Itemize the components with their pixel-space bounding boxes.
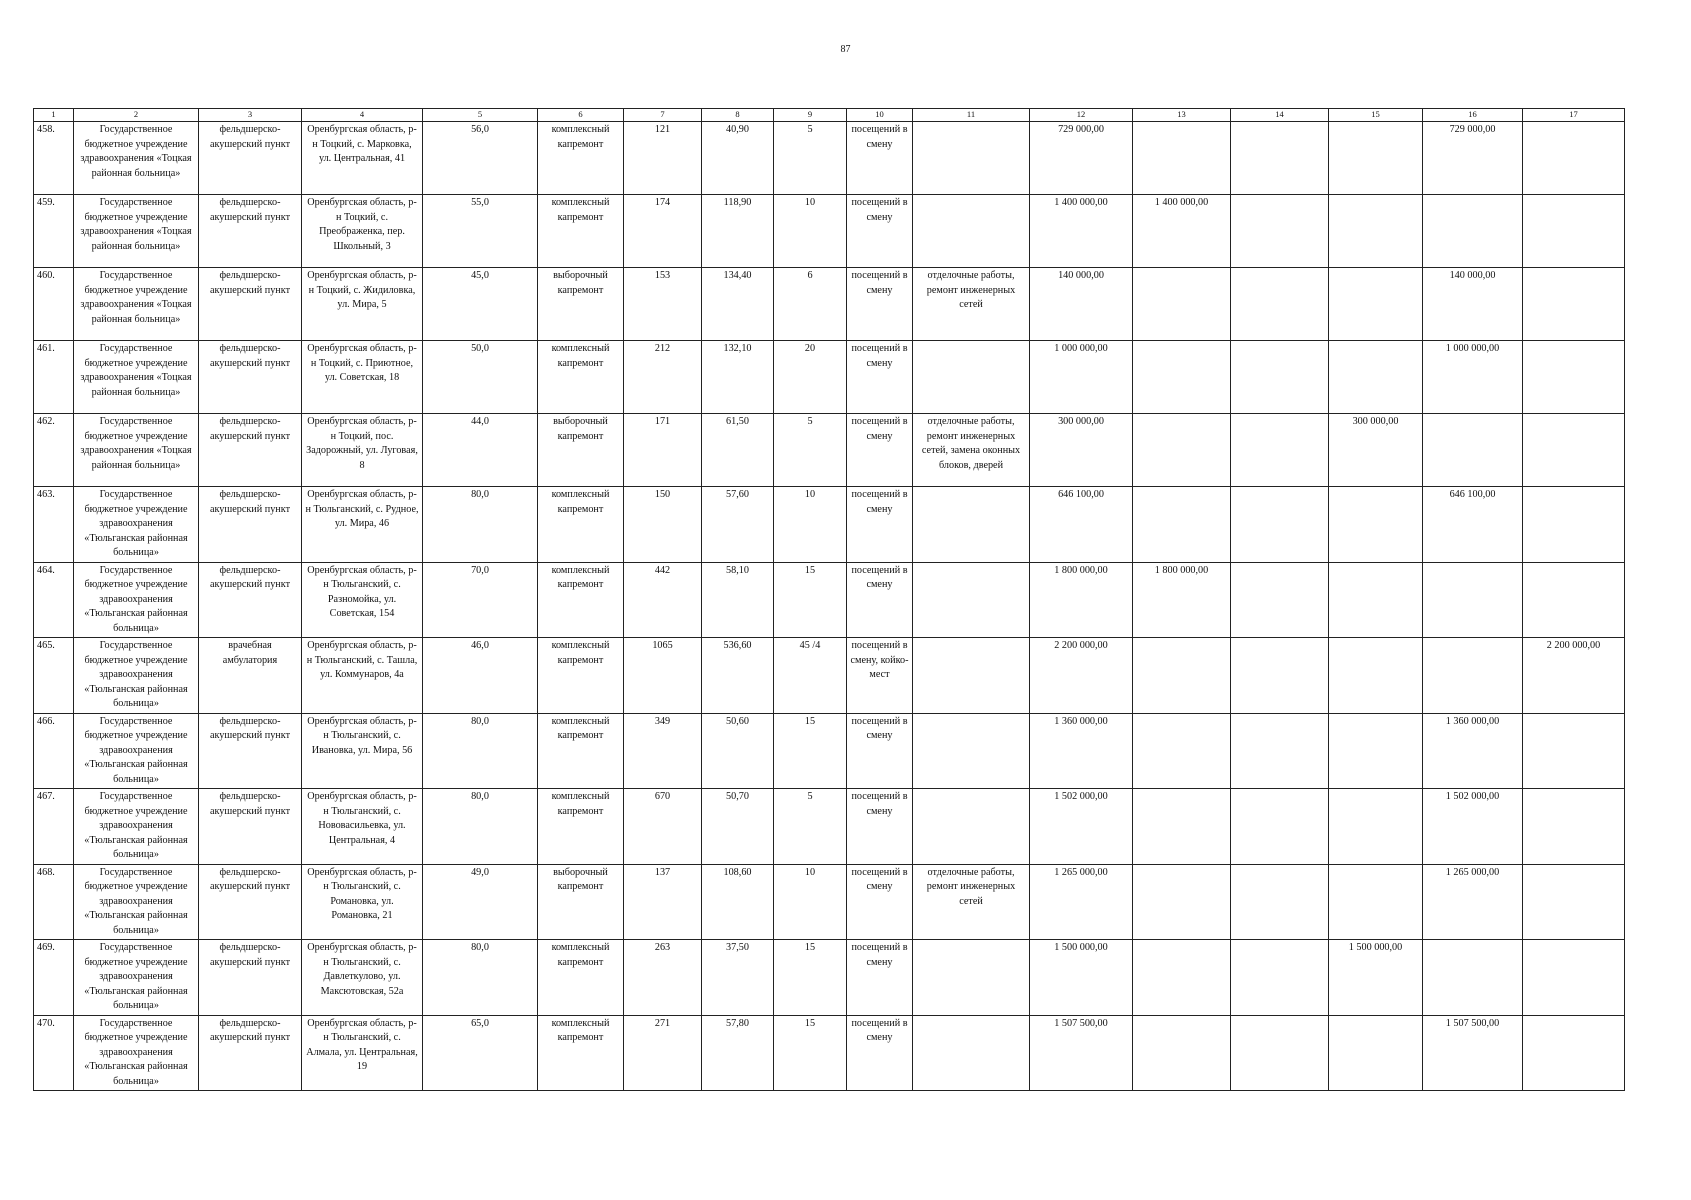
institution-cell: Государственное бюджетное учреждение здравоохранения «Тоцкая районная больница» [74, 414, 199, 487]
power-cell: 10 [774, 864, 847, 940]
value-cell: 134,40 [702, 268, 774, 341]
unit-cell: посещений в смену [847, 562, 913, 638]
total-amount-cell: 1 360 000,00 [1030, 713, 1133, 789]
value-cell: 57,60 [702, 487, 774, 563]
area-cell: 80,0 [423, 713, 538, 789]
row-number-cell: 460. [34, 268, 74, 341]
amount-col14-cell [1231, 562, 1329, 638]
institution-cell: Государственное бюджетное учреждение здравоохранения «Тоцкая районная больница» [74, 195, 199, 268]
address-cell: Оренбургская область, р-н Тюльганский, с. Разномойка, ул. Советская, 154 [302, 562, 423, 638]
works-cell [913, 122, 1030, 195]
column-number-row [34, 109, 1625, 122]
amount-col13-cell: 1 400 000,00 [1133, 195, 1231, 268]
row-number-cell: 466. [34, 713, 74, 789]
amount-col13-cell [1133, 414, 1231, 487]
amount-col15-cell [1329, 487, 1423, 563]
amount-col16-cell: 140 000,00 [1423, 268, 1523, 341]
amount-col16-cell [1423, 195, 1523, 268]
unit-cell: посещений в смену [847, 487, 913, 563]
amount-col13-cell [1133, 1015, 1231, 1091]
address-cell: Оренбургская область, р-н Тюльганский, с. Рудное, ул. Мира, 46 [302, 487, 423, 563]
institution-cell: Государственное бюджетное учреждение здравоохранения «Тюльганская районная больница» [74, 487, 199, 563]
address-cell: Оренбургская область, р-н Тоцкий, с. Жидиловка, ул. Мира, 5 [302, 268, 423, 341]
amount-col17-cell [1523, 864, 1625, 940]
amount-col13-cell [1133, 940, 1231, 1016]
row-number-cell: 459. [34, 195, 74, 268]
amount-col13-cell [1133, 638, 1231, 714]
facility-type-cell: фельдшерско-акушерский пункт [199, 1015, 302, 1091]
total-amount-cell: 1 800 000,00 [1030, 562, 1133, 638]
area-cell: 80,0 [423, 487, 538, 563]
capacity-cell: 153 [624, 268, 702, 341]
table-body [34, 109, 1625, 1091]
capacity-cell: 271 [624, 1015, 702, 1091]
amount-col14-cell [1231, 414, 1329, 487]
address-cell: Оренбургская область, р-н Тюльганский, с. Ивановка, ул. Мира, 56 [302, 713, 423, 789]
works-cell [913, 638, 1030, 714]
total-amount-cell: 1 507 500,00 [1030, 1015, 1133, 1091]
column-number-cell: 4 [302, 109, 423, 122]
column-number-cell: 1 [34, 109, 74, 122]
column-number-cell: 13 [1133, 109, 1231, 122]
capacity-cell: 174 [624, 195, 702, 268]
works-cell [913, 487, 1030, 563]
unit-cell: посещений в смену [847, 864, 913, 940]
works-cell: отделочные работы, ремонт инженерных сетей, замена оконных блоков, дверей [913, 414, 1030, 487]
amount-col17-cell [1523, 341, 1625, 414]
capital-repair-table [33, 108, 1625, 1091]
amount-col17-cell: 2 200 000,00 [1523, 638, 1625, 714]
address-cell: Оренбургская область, р-н Тюльганский, с. Алмала, ул. Центральная, 19 [302, 1015, 423, 1091]
repair-type-cell: комплексный капремонт [538, 1015, 624, 1091]
area-cell: 55,0 [423, 195, 538, 268]
area-cell: 50,0 [423, 341, 538, 414]
total-amount-cell: 1 500 000,00 [1030, 940, 1133, 1016]
column-number-cell: 14 [1231, 109, 1329, 122]
amount-col16-cell [1423, 940, 1523, 1016]
amount-col17-cell [1523, 713, 1625, 789]
power-cell: 6 [774, 268, 847, 341]
facility-type-cell: фельдшерско-акушерский пункт [199, 268, 302, 341]
amount-col13-cell [1133, 789, 1231, 865]
area-cell: 70,0 [423, 562, 538, 638]
value-cell: 57,80 [702, 1015, 774, 1091]
works-cell [913, 562, 1030, 638]
facility-type-cell: фельдшерско-акушерский пункт [199, 789, 302, 865]
value-cell: 40,90 [702, 122, 774, 195]
power-cell: 5 [774, 789, 847, 865]
area-cell: 80,0 [423, 940, 538, 1016]
address-cell: Оренбургская область, р-н Тоцкий, пос. Задорожный, ул. Луговая, 8 [302, 414, 423, 487]
capacity-cell: 1065 [624, 638, 702, 714]
facility-type-cell: врачебная амбулатория [199, 638, 302, 714]
table-row [34, 940, 1625, 1016]
amount-col14-cell [1231, 341, 1329, 414]
column-number-cell: 17 [1523, 109, 1625, 122]
table-row [34, 341, 1625, 414]
amount-col14-cell [1231, 940, 1329, 1016]
facility-type-cell: фельдшерско-акушерский пункт [199, 940, 302, 1016]
institution-cell: Государственное бюджетное учреждение здравоохранения «Тюльганская районная больница» [74, 864, 199, 940]
amount-col13-cell: 1 800 000,00 [1133, 562, 1231, 638]
amount-col14-cell [1231, 638, 1329, 714]
works-cell [913, 195, 1030, 268]
row-number-cell: 470. [34, 1015, 74, 1091]
column-number-cell: 11 [913, 109, 1030, 122]
power-cell: 5 [774, 414, 847, 487]
amount-col15-cell [1329, 562, 1423, 638]
capacity-cell: 150 [624, 487, 702, 563]
amount-col14-cell [1231, 864, 1329, 940]
column-number-cell: 12 [1030, 109, 1133, 122]
table-row [34, 122, 1625, 195]
amount-col14-cell [1231, 195, 1329, 268]
institution-cell: Государственное бюджетное учреждение здравоохранения «Тюльганская районная больница» [74, 638, 199, 714]
amount-col15-cell [1329, 195, 1423, 268]
capacity-cell: 349 [624, 713, 702, 789]
table-row [34, 1015, 1625, 1091]
row-number-cell: 461. [34, 341, 74, 414]
address-cell: Оренбургская область, р-н Тюльганский, с. Нововасильевка, ул. Центральная, 4 [302, 789, 423, 865]
amount-col13-cell [1133, 713, 1231, 789]
works-cell [913, 341, 1030, 414]
table-row [34, 562, 1625, 638]
total-amount-cell: 729 000,00 [1030, 122, 1133, 195]
power-cell: 10 [774, 195, 847, 268]
address-cell: Оренбургская область, р-н Тюльганский, с. Давлеткулово, ул. Максютовская, 52а [302, 940, 423, 1016]
amount-col14-cell [1231, 122, 1329, 195]
repair-type-cell: комплексный капремонт [538, 195, 624, 268]
amount-col17-cell [1523, 1015, 1625, 1091]
table-row [34, 713, 1625, 789]
unit-cell: посещений в смену [847, 414, 913, 487]
area-cell: 46,0 [423, 638, 538, 714]
amount-col14-cell [1231, 713, 1329, 789]
facility-type-cell: фельдшерско-акушерский пункт [199, 341, 302, 414]
area-cell: 44,0 [423, 414, 538, 487]
amount-col15-cell [1329, 713, 1423, 789]
amount-col17-cell [1523, 487, 1625, 563]
amount-col15-cell [1329, 789, 1423, 865]
amount-col15-cell [1329, 1015, 1423, 1091]
amount-col16-cell: 1 000 000,00 [1423, 341, 1523, 414]
address-cell: Оренбургская область, р-н Тюльганский, с. Ташла, ул. Коммунаров, 4а [302, 638, 423, 714]
power-cell: 45 /4 [774, 638, 847, 714]
row-number-cell: 467. [34, 789, 74, 865]
repair-type-cell: комплексный капремонт [538, 562, 624, 638]
power-cell: 15 [774, 713, 847, 789]
value-cell: 108,60 [702, 864, 774, 940]
value-cell: 50,60 [702, 713, 774, 789]
facility-type-cell: фельдшерско-акушерский пункт [199, 487, 302, 563]
column-number-cell: 7 [624, 109, 702, 122]
column-number-cell: 9 [774, 109, 847, 122]
facility-type-cell: фельдшерско-акушерский пункт [199, 195, 302, 268]
power-cell: 20 [774, 341, 847, 414]
amount-col13-cell [1133, 341, 1231, 414]
area-cell: 45,0 [423, 268, 538, 341]
power-cell: 5 [774, 122, 847, 195]
column-number-cell: 10 [847, 109, 913, 122]
unit-cell: посещений в смену [847, 789, 913, 865]
repair-type-cell: выборочный капремонт [538, 864, 624, 940]
total-amount-cell: 300 000,00 [1030, 414, 1133, 487]
column-number-cell: 8 [702, 109, 774, 122]
amount-col14-cell [1231, 789, 1329, 865]
row-number-cell: 464. [34, 562, 74, 638]
power-cell: 15 [774, 940, 847, 1016]
works-cell [913, 713, 1030, 789]
repair-type-cell: комплексный капремонт [538, 341, 624, 414]
unit-cell: посещений в смену, койко-мест [847, 638, 913, 714]
value-cell: 61,50 [702, 414, 774, 487]
amount-col17-cell [1523, 562, 1625, 638]
amount-col15-cell [1329, 341, 1423, 414]
amount-col16-cell: 646 100,00 [1423, 487, 1523, 563]
row-number-cell: 469. [34, 940, 74, 1016]
amount-col13-cell [1133, 487, 1231, 563]
table-row [34, 195, 1625, 268]
facility-type-cell: фельдшерско-акушерский пункт [199, 562, 302, 638]
amount-col13-cell [1133, 122, 1231, 195]
total-amount-cell: 1 400 000,00 [1030, 195, 1133, 268]
value-cell: 118,90 [702, 195, 774, 268]
amount-col16-cell: 1 502 000,00 [1423, 789, 1523, 865]
value-cell: 37,50 [702, 940, 774, 1016]
row-number-cell: 468. [34, 864, 74, 940]
repair-type-cell: комплексный капремонт [538, 638, 624, 714]
repair-type-cell: выборочный капремонт [538, 268, 624, 341]
amount-col16-cell [1423, 562, 1523, 638]
repair-type-cell: комплексный капремонт [538, 789, 624, 865]
amount-col16-cell: 1 265 000,00 [1423, 864, 1523, 940]
institution-cell: Государственное бюджетное учреждение здравоохранения «Тюльганская районная больница» [74, 940, 199, 1016]
institution-cell: Государственное бюджетное учреждение здравоохранения «Тоцкая районная больница» [74, 341, 199, 414]
institution-cell: Государственное бюджетное учреждение здравоохранения «Тюльганская районная больница» [74, 1015, 199, 1091]
total-amount-cell: 1 265 000,00 [1030, 864, 1133, 940]
value-cell: 132,10 [702, 341, 774, 414]
table-row [34, 268, 1625, 341]
total-amount-cell: 1 502 000,00 [1030, 789, 1133, 865]
unit-cell: посещений в смену [847, 195, 913, 268]
repair-type-cell: комплексный капремонт [538, 940, 624, 1016]
capacity-cell: 263 [624, 940, 702, 1016]
capacity-cell: 121 [624, 122, 702, 195]
column-number-cell: 5 [423, 109, 538, 122]
facility-type-cell: фельдшерско-акушерский пункт [199, 864, 302, 940]
amount-col16-cell: 1 507 500,00 [1423, 1015, 1523, 1091]
unit-cell: посещений в смену [847, 268, 913, 341]
amount-col17-cell [1523, 122, 1625, 195]
table-row [34, 864, 1625, 940]
amount-col17-cell [1523, 268, 1625, 341]
column-number-cell: 2 [74, 109, 199, 122]
amount-col15-cell: 1 500 000,00 [1329, 940, 1423, 1016]
area-cell: 65,0 [423, 1015, 538, 1091]
area-cell: 80,0 [423, 789, 538, 865]
capacity-cell: 442 [624, 562, 702, 638]
total-amount-cell: 140 000,00 [1030, 268, 1133, 341]
column-number-cell: 16 [1423, 109, 1523, 122]
amount-col16-cell: 1 360 000,00 [1423, 713, 1523, 789]
amount-col17-cell [1523, 940, 1625, 1016]
facility-type-cell: фельдшерско-акушерский пункт [199, 713, 302, 789]
capacity-cell: 137 [624, 864, 702, 940]
amount-col16-cell [1423, 638, 1523, 714]
unit-cell: посещений в смену [847, 940, 913, 1016]
amount-col15-cell: 300 000,00 [1329, 414, 1423, 487]
capacity-cell: 670 [624, 789, 702, 865]
address-cell: Оренбургская область, р-н Тюльганский, с. Романовка, ул. Романовка, 21 [302, 864, 423, 940]
table-row [34, 638, 1625, 714]
amount-col17-cell [1523, 414, 1625, 487]
amount-col15-cell [1329, 638, 1423, 714]
table-row [34, 487, 1625, 563]
works-cell [913, 1015, 1030, 1091]
institution-cell: Государственное бюджетное учреждение здравоохранения «Тоцкая районная больница» [74, 268, 199, 341]
amount-col13-cell [1133, 864, 1231, 940]
amount-col15-cell [1329, 268, 1423, 341]
amount-col13-cell [1133, 268, 1231, 341]
unit-cell: посещений в смену [847, 713, 913, 789]
amount-col14-cell [1231, 268, 1329, 341]
area-cell: 49,0 [423, 864, 538, 940]
repair-type-cell: выборочный капремонт [538, 414, 624, 487]
page-number: 87 [840, 44, 851, 55]
amount-col17-cell [1523, 195, 1625, 268]
institution-cell: Государственное бюджетное учреждение здравоохранения «Тюльганская районная больница» [74, 789, 199, 865]
institution-cell: Государственное бюджетное учреждение здравоохранения «Тюльганская районная больница» [74, 713, 199, 789]
column-number-cell: 3 [199, 109, 302, 122]
amount-col16-cell: 729 000,00 [1423, 122, 1523, 195]
repair-type-cell: комплексный капремонт [538, 713, 624, 789]
works-cell [913, 940, 1030, 1016]
total-amount-cell: 1 000 000,00 [1030, 341, 1133, 414]
amount-col16-cell [1423, 414, 1523, 487]
address-cell: Оренбургская область, р-н Тоцкий, с. Преображенка, пер. Школьный, 3 [302, 195, 423, 268]
repair-type-cell: комплексный капремонт [538, 122, 624, 195]
column-number-cell: 15 [1329, 109, 1423, 122]
amount-col14-cell [1231, 487, 1329, 563]
power-cell: 10 [774, 487, 847, 563]
capacity-cell: 212 [624, 341, 702, 414]
value-cell: 50,70 [702, 789, 774, 865]
facility-type-cell: фельдшерско-акушерский пункт [199, 122, 302, 195]
amount-col14-cell [1231, 1015, 1329, 1091]
power-cell: 15 [774, 562, 847, 638]
total-amount-cell: 646 100,00 [1030, 487, 1133, 563]
total-amount-cell: 2 200 000,00 [1030, 638, 1133, 714]
row-number-cell: 458. [34, 122, 74, 195]
table-row [34, 414, 1625, 487]
table-row [34, 789, 1625, 865]
unit-cell: посещений в смену [847, 341, 913, 414]
capacity-cell: 171 [624, 414, 702, 487]
works-cell: отделочные работы, ремонт инженерных сетей [913, 864, 1030, 940]
row-number-cell: 463. [34, 487, 74, 563]
institution-cell: Государственное бюджетное учреждение здравоохранения «Тюльганская районная больница» [74, 562, 199, 638]
amount-col17-cell [1523, 789, 1625, 865]
amount-col15-cell [1329, 122, 1423, 195]
works-cell [913, 789, 1030, 865]
row-number-cell: 462. [34, 414, 74, 487]
power-cell: 15 [774, 1015, 847, 1091]
facility-type-cell: фельдшерско-акушерский пункт [199, 414, 302, 487]
repair-type-cell: комплексный капремонт [538, 487, 624, 563]
address-cell: Оренбургская область, р-н Тоцкий, с. Марковка, ул. Центральная, 41 [302, 122, 423, 195]
address-cell: Оренбургская область, р-н Тоцкий, с. Приютное, ул. Советская, 18 [302, 341, 423, 414]
area-cell: 56,0 [423, 122, 538, 195]
amount-col15-cell [1329, 864, 1423, 940]
works-cell: отделочные работы, ремонт инженерных сетей [913, 268, 1030, 341]
value-cell: 58,10 [702, 562, 774, 638]
row-number-cell: 465. [34, 638, 74, 714]
unit-cell: посещений в смену [847, 122, 913, 195]
unit-cell: посещений в смену [847, 1015, 913, 1091]
column-number-cell: 6 [538, 109, 624, 122]
institution-cell: Государственное бюджетное учреждение здравоохранения «Тоцкая районная больница» [74, 122, 199, 195]
value-cell: 536,60 [702, 638, 774, 714]
